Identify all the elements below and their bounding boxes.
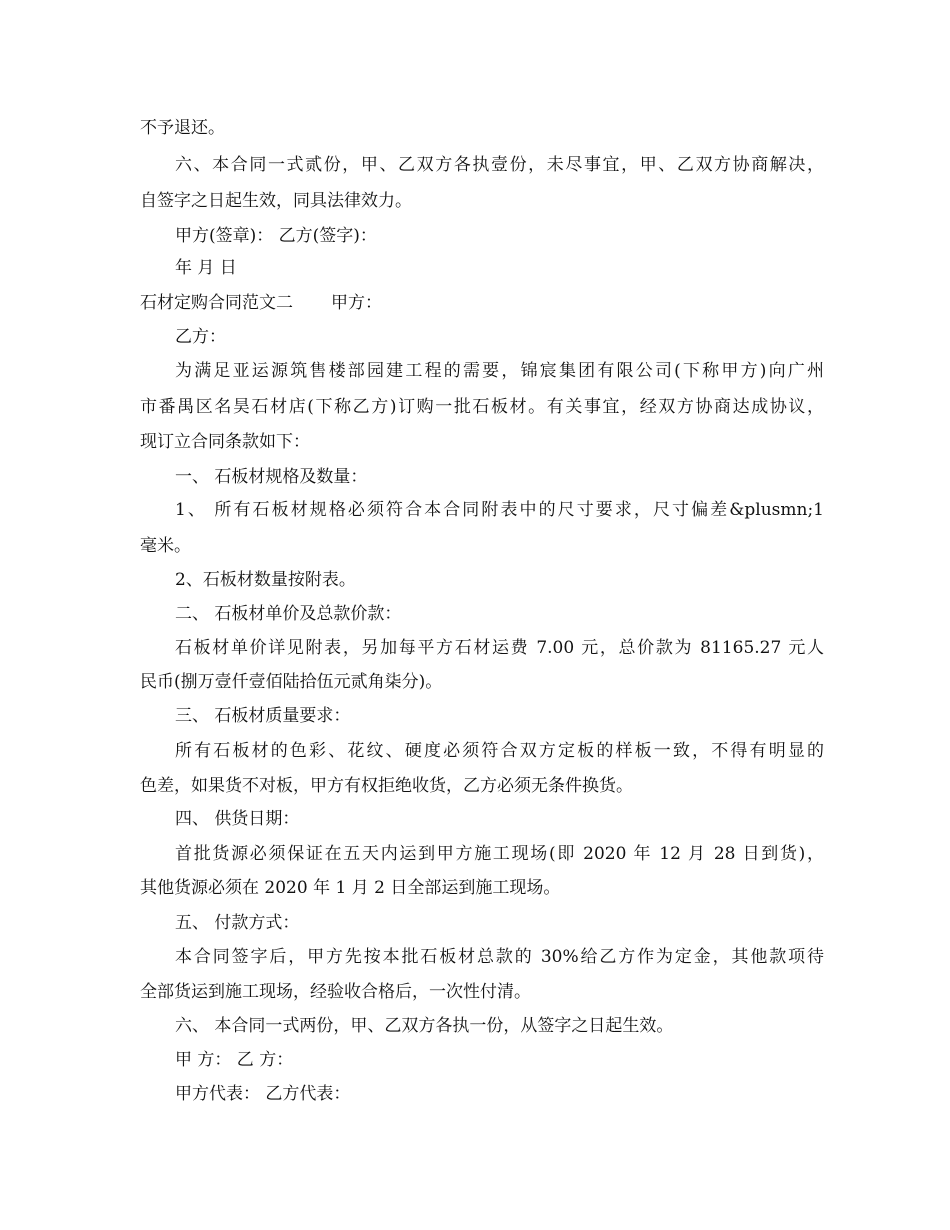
text-line: 1、 所有石板材规格必须符合本合同附表中的尺寸要求，尺寸偏差&plusmn;1 bbox=[175, 500, 824, 520]
text-line: 全部货运到施工现场，经验收合格后，一次性付清。 bbox=[140, 982, 531, 1002]
contract-title: 石材定购合同范文二 bbox=[140, 293, 293, 313]
section-heading: 三、 石板材质量要求： bbox=[175, 706, 351, 726]
text-line: 不予退还。 bbox=[140, 118, 225, 138]
text-line: 色差，如果货不对板，甲方有权拒绝收货，乙方必须无条件换货。 bbox=[140, 776, 633, 796]
section-heading: 五、 付款方式： bbox=[175, 913, 300, 933]
contract-heading-line bbox=[140, 293, 382, 313]
section-heading: 二、 石板材单价及总款价款： bbox=[175, 604, 402, 624]
text-line: 毫米。 bbox=[140, 536, 191, 556]
party-b-label: 乙方： bbox=[175, 327, 226, 347]
text-line: 现订立合同条款如下： bbox=[140, 432, 310, 452]
signature-line: 甲 方： 乙 方： bbox=[175, 1050, 294, 1070]
text-line: 甲方(签章)： 乙方(签字)： bbox=[175, 226, 377, 246]
party-a-label: 甲方： bbox=[331, 293, 382, 313]
text-line: 所有石板材的色彩、花纹、硬度必须符合双方定板的样板一致，不得有明显的 bbox=[175, 741, 824, 761]
section-heading: 一、 石板材规格及数量： bbox=[175, 467, 368, 487]
text-line: 年 月 日 bbox=[175, 258, 237, 278]
text-line: 六、 本合同一式两份，甲、乙双方各执一份，从签字之日起生效。 bbox=[175, 1016, 674, 1036]
text-line: 民币(捌万壹仟壹佰陆拾伍元贰角柒分)。 bbox=[140, 672, 443, 692]
text-line: 2、石板材数量按附表。 bbox=[175, 570, 356, 590]
section-heading: 四、 供货日期： bbox=[175, 809, 300, 829]
text-line: 首批货源必须保证在五天内运到甲方施工现场(即 2020 年 12 月 28 日到货)， bbox=[175, 844, 824, 864]
text-line: 为满足亚运源筑售楼部园建工程的需要，锦宸集团有限公司(下称甲方)向广州 bbox=[175, 361, 824, 381]
signature-line: 甲方代表： 乙方代表： bbox=[175, 1084, 351, 1104]
text-line: 石板材单价详见附表，另加每平方石材运费 7.00 元，总价款为 81165.27 元人 bbox=[175, 638, 824, 658]
text-line: 六、本合同一式贰份，甲、乙双方各执壹份，未尽事宜，甲、乙双方协商解决， bbox=[175, 155, 824, 175]
text-line: 本合同签字后，甲方先按本批石板材总款的 30%给乙方作为定金，其他款项待 bbox=[175, 947, 824, 967]
text-line: 市番禺区名昊石材店(下称乙方)订购一批石板材。有关事宜，经双方协商达成协议， bbox=[140, 397, 824, 417]
text-line: 自签字之日起生效，同具法律效力。 bbox=[140, 191, 412, 211]
text-line: 其他货源必须在 2020 年 1 月 2 日全部运到施工现场。 bbox=[140, 878, 561, 898]
